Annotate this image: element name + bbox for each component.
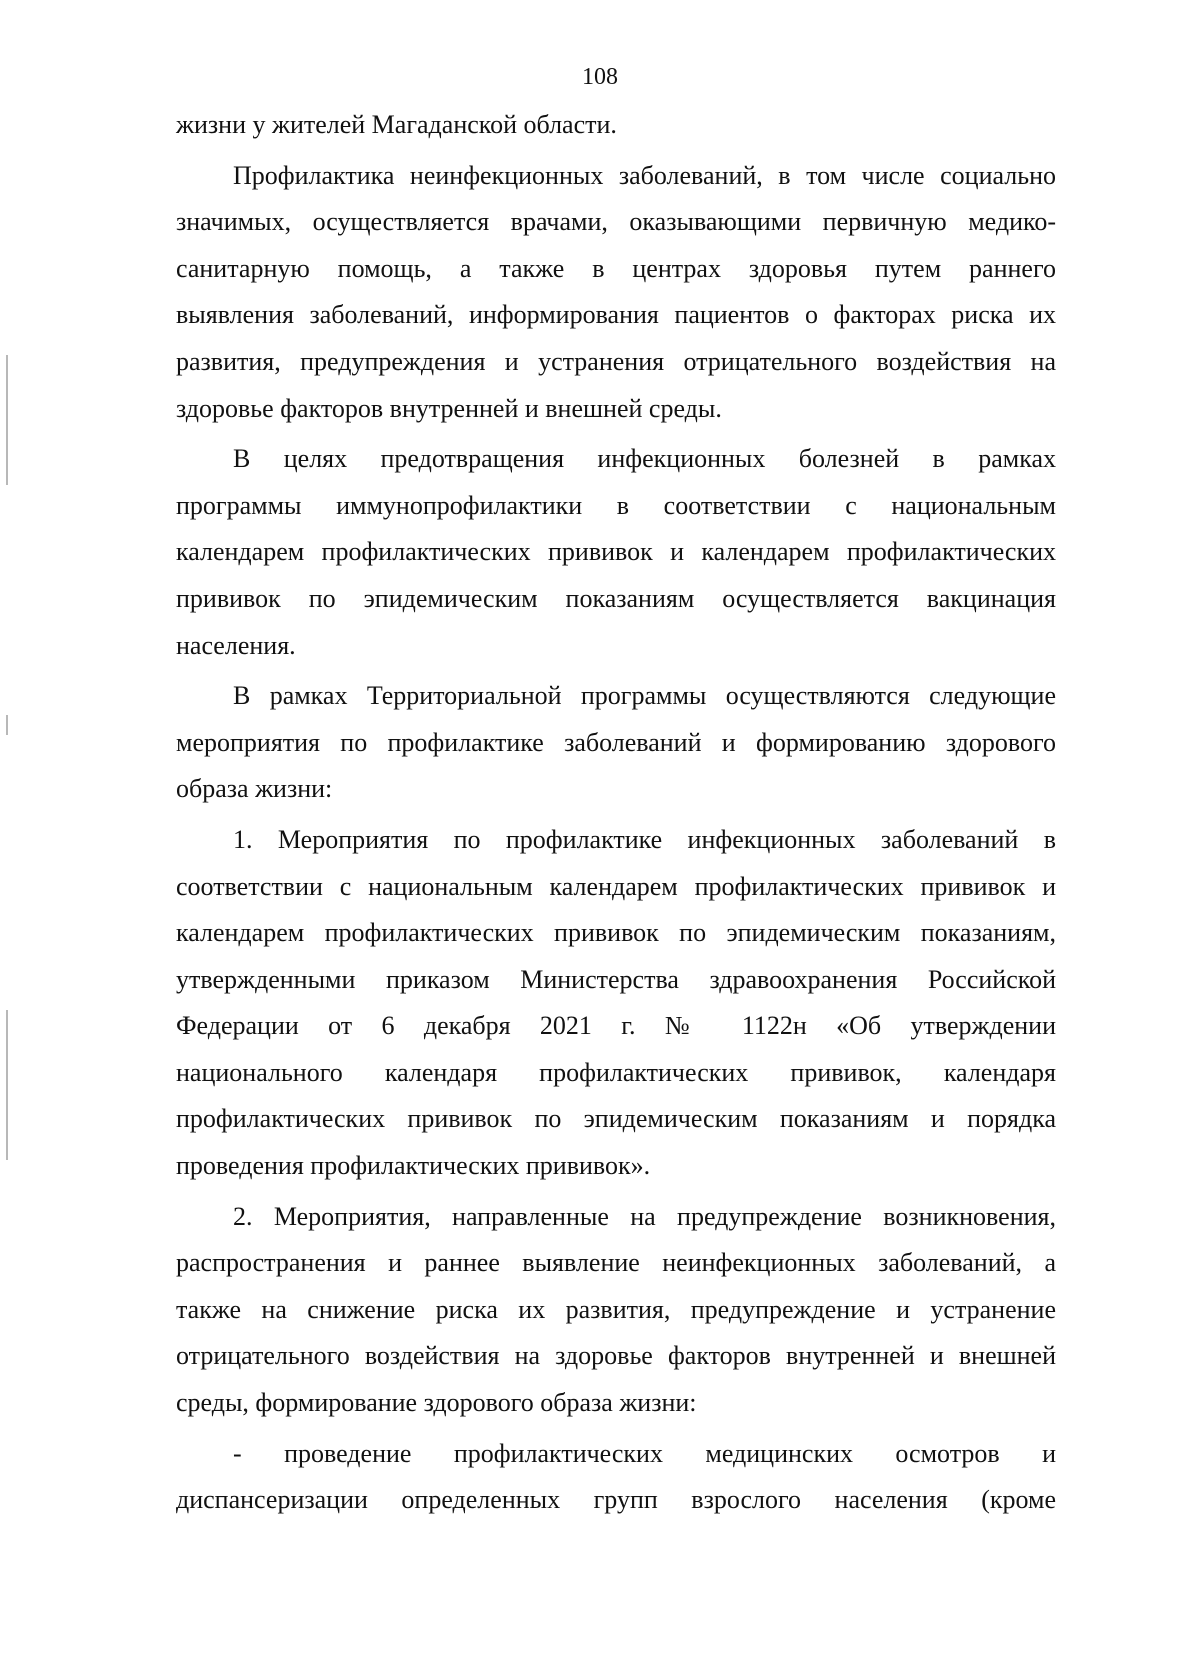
- text-line: также на снижение риска их развития, предупреждение и устранение: [176, 1294, 1056, 1324]
- text-line: В целях предотвращения инфекционных болезней в рамках: [233, 444, 1056, 474]
- text-line: Профилактика неинфекционных заболеваний, в том числе социально: [233, 160, 1056, 190]
- text-line: распространения и раннее выявление неинфекционных заболеваний, а: [176, 1248, 1056, 1278]
- text-line: санитарную помощь, а также в центрах здоровья путем раннего: [176, 253, 1056, 283]
- text-line: развития, предупреждения и устранения отрицательного воздействия на: [176, 346, 1056, 376]
- page-number: 108: [582, 64, 618, 90]
- text-line: национального календаря профилактических прививок, календаря: [176, 1057, 1056, 1087]
- text-line: 1. Мероприятия по профилактике инфекционных заболеваний в: [233, 824, 1056, 854]
- text-line: календарем профилактических прививок и календарем профилактических: [176, 537, 1056, 567]
- text-line: мероприятия по профилактике заболеваний и формированию здорового: [176, 727, 1056, 757]
- text-line: 2. Мероприятия, направленные на предупреждение возникновения,: [233, 1201, 1056, 1231]
- body-text: [176, 102, 1056, 1524]
- text-line: населения.: [176, 630, 296, 660]
- text-line: В рамках Территориальной программы осуществляются следующие: [233, 681, 1056, 711]
- scan-edge-mark: [6, 715, 8, 735]
- text-line: здоровье факторов внутренней и внешней среды.: [176, 393, 722, 423]
- text-line: утвержденными приказом Министерства здравоохранения Российской: [176, 964, 1056, 994]
- scan-edge-mark: [6, 1010, 8, 1160]
- text-line: проведения профилактических прививок».: [176, 1151, 651, 1181]
- text-line: среды, формирование здорового образа жизни:: [176, 1388, 697, 1418]
- text-line: диспансеризации определенных групп взрослого населения (кроме: [176, 1485, 1056, 1515]
- text-line: жизни у жителей Магаданской области.: [176, 110, 617, 139]
- text-line: - проведение профилактических медицинских осмотров и: [233, 1438, 1056, 1468]
- text-line: прививок по эпидемическим показаниям осуществляется вакцинация: [176, 583, 1056, 613]
- text-line: календарем профилактических прививок по эпидемическим показаниям,: [176, 918, 1056, 948]
- text-line: образа жизни:: [176, 774, 333, 804]
- text-line: профилактических прививок по эпидемическим показаниям и порядка: [176, 1104, 1056, 1134]
- text-line: программы иммунопрофилактики в соответствии с национальным: [176, 490, 1056, 520]
- text-line: Федерации от 6 декабря 2021 г. № 1122н «Об утверждении: [176, 1011, 1056, 1041]
- text-line: выявления заболеваний, информирования пациентов о факторах риска их: [176, 300, 1056, 330]
- text-line: отрицательного воздействия на здоровье факторов внутренней и внешней: [176, 1341, 1056, 1371]
- scan-edge-mark: [6, 355, 8, 485]
- text-line: значимых, осуществляется врачами, оказывающими первичную медико-: [176, 207, 1056, 237]
- text-line: соответствии с национальным календарем профилактических прививок и: [176, 871, 1056, 901]
